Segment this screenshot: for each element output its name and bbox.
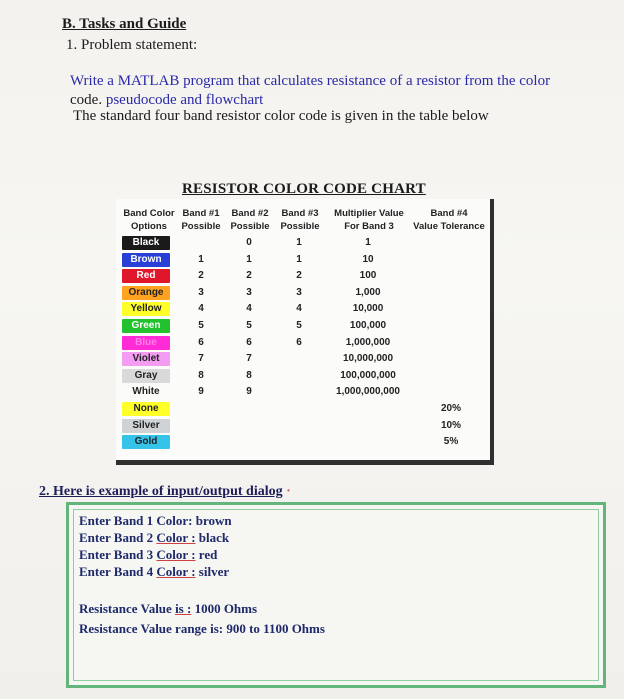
- dialog-line-1: Enter Band 1 Color: brown: [79, 513, 232, 528]
- header-multiplier: Multiplier Value For Band 3: [334, 208, 404, 232]
- band3-value: 2: [296, 270, 302, 282]
- band1-value: 1: [198, 253, 204, 265]
- tolerance-value: 5%: [443, 436, 459, 448]
- header-band2: Band #2 Possible: [230, 208, 270, 232]
- band2-value: 9: [246, 386, 252, 398]
- band-color-white: White: [122, 385, 170, 399]
- band-color-yellow: Yellow: [122, 302, 170, 316]
- io-dialog-box: [66, 502, 606, 688]
- band-color-brown: Brown: [122, 253, 170, 267]
- band1-value: 2: [198, 270, 204, 282]
- band-color-black: Black: [122, 236, 170, 250]
- multiplier-value: 10,000: [352, 303, 384, 315]
- band3-value: 1: [296, 237, 302, 248]
- band2-value: 5: [246, 320, 252, 331]
- band2-value: 1: [246, 253, 252, 265]
- band3-value: 1: [296, 253, 302, 265]
- multiplier-value: 1: [365, 237, 371, 248]
- section-2-title: 2. Here is example of input/output dialog ·: [39, 484, 291, 499]
- tolerance-value: 20%: [440, 403, 461, 414]
- dialog-line-2: Enter Band 2 Color : black: [79, 530, 230, 545]
- band1-value: 5: [198, 320, 204, 331]
- band1-value: 4: [198, 303, 204, 315]
- header-tolerance: Band #4 Value Tolerance: [413, 208, 485, 232]
- band-color-none: None: [122, 402, 170, 416]
- dialog-result-2: Resistance Value range is: 900 to 1100 Ohms: [79, 621, 325, 636]
- band2-value: 4: [246, 303, 252, 315]
- band1-value: 6: [198, 336, 204, 348]
- dialog-result-1: Resistance Value is : 1000 Ohms: [79, 601, 258, 616]
- tolerance-value: 10%: [440, 419, 461, 431]
- band-color-silver: Silver: [122, 419, 170, 433]
- band1-value: 3: [198, 286, 204, 298]
- statement-line2a: code.: [70, 92, 103, 108]
- header-band1: Band #1 Possible: [181, 208, 221, 232]
- statement-line1: Write a MATLAB program that calculates resistance of a resistor from the color: [70, 73, 551, 89]
- band1-value: 8: [198, 369, 204, 381]
- band3-value: 6: [296, 336, 302, 348]
- band-color-violet: Violet: [122, 352, 170, 366]
- band3-value: 3: [296, 286, 302, 298]
- multiplier-value: 100,000,000: [340, 369, 396, 381]
- multiplier-value: 1,000,000,000: [336, 386, 400, 398]
- band2-value: 6: [246, 336, 252, 348]
- band-color-gray: Gray: [122, 369, 170, 383]
- section-b-title: B. Tasks and Guide: [62, 16, 187, 32]
- multiplier-value: 1,000,000: [345, 336, 391, 348]
- band-color-orange: Orange: [122, 286, 170, 300]
- band2-value: 0: [246, 237, 252, 248]
- problem-statement: [70, 72, 590, 110]
- multiplier-value: 10: [362, 253, 374, 265]
- band1-value: 9: [198, 386, 204, 398]
- multiplier-value: 100: [359, 270, 377, 282]
- band2-value: 3: [246, 286, 252, 298]
- multiplier-value: 1,000: [355, 286, 381, 298]
- statement-line2b: pseudocode and flowchart: [105, 92, 264, 108]
- header-band3: Band #3 Possible: [280, 208, 320, 232]
- band-color-green: Green: [122, 319, 170, 333]
- band3-value: 5: [296, 320, 302, 331]
- band2-value: 8: [246, 369, 252, 381]
- band2-value: 7: [246, 353, 252, 365]
- multiplier-value: 10,000,000: [342, 353, 394, 365]
- band-color-gold: Gold: [122, 435, 170, 449]
- resistor-color-chart: [116, 199, 494, 465]
- dialog-line-4: Enter Band 4 Color : silver: [79, 564, 230, 579]
- chart-title: RESISTOR COLOR CODE CHART: [182, 181, 426, 197]
- problem-heading: 1. Problem statement:: [66, 37, 198, 53]
- dialog-line-3: Enter Band 3 Color : red: [79, 547, 218, 562]
- band2-value: 2: [246, 270, 252, 282]
- multiplier-value: 100,000: [349, 320, 387, 331]
- statement-line3: The standard four band resistor color code is given in the table below: [73, 108, 489, 124]
- band3-value: 4: [296, 303, 302, 315]
- band1-value: 7: [198, 353, 204, 365]
- band-color-red: Red: [122, 269, 170, 283]
- band-color-blue: Blue: [122, 336, 170, 350]
- header-band-color: Band Color Options: [123, 208, 175, 232]
